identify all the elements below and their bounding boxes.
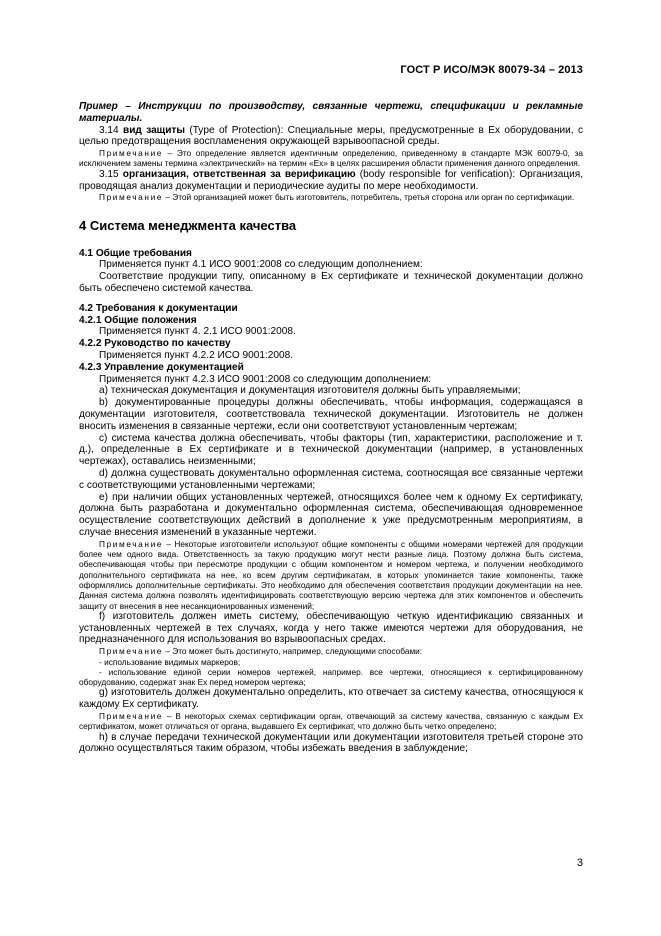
list-item-e: е) при наличии общих установленных чертежей, относящихся более чем к одному Ex сертификату, должна быть разработана и документально оформленная система, обеспечивающая одновременное осуществление соответствующих действий в дополнение к уже предусмотренным мероприятиям, в случае внесения изменений в указанные чертежи.	[79, 491, 583, 538]
note-paragraph: Примечание – Это определение является идентичным определению, приведенному в стандарте МЭК 60079-0, за исключением замены термина «электрический» на термин «Ex» в целях расширения области применения данного определения.	[79, 148, 583, 169]
subsection-heading-4-1: 4.1 Общие требования	[79, 247, 192, 259]
list-item-h: h) в случае передачи технической документации или документации изготовителя третьей стороне это должно осуществляться таким образом, чтобы избежать введения в заблуждение;	[79, 731, 583, 755]
subsection-heading-4-2-2: 4.2.2 Руководство по качеству	[79, 338, 231, 350]
example-paragraph: Пример – Инструкции по производству, связанные чертежи, спецификации и рекламные материалы.	[79, 101, 583, 124]
note-paragraph: Примечание – Этой организацией может быть изготовитель, потребитель, третья сторона или орган по сертификации.	[99, 192, 575, 203]
paragraph: Применяется пункт 4.1 ИСО 9001:2008 со следующим дополнением:	[99, 259, 423, 271]
section-heading-4: 4 Система менеджмента качества	[79, 217, 297, 233]
list-item-d: d) должна существовать документально оформленная система, соотносящая все связанные чертежи с соответствующими установленными чертежами;	[79, 468, 583, 491]
term-type-of-protection: вид защиты	[123, 124, 185, 136]
definition-3-14: 3.14 вид защиты (Type of Protection): Специальные меры, предусмотренные в Ex оборудовании, с целью предотвращения воспламенения окружающей взрывоопасной среды.	[79, 124, 584, 148]
list-item-c: c) система качества должна обеспечивать, чтобы факторы (тип, характеристики, расположение и т. д.), определенные в Ex сертификате и в технической документации (например, в установленных чертежах), оставались неизменными;	[79, 432, 583, 468]
term-verification-body: организация, ответственная за верификацию	[122, 168, 356, 180]
subsection-heading-4-2-1: 4.2.1 Общие положения	[79, 314, 197, 326]
note-list-item: - использование видимых маркеров;	[99, 656, 241, 667]
paragraph: Применяется пункт 4. 2.1 ИСО 9001:2008.	[99, 326, 296, 338]
definition-3-15: 3.15 организация, ответственная за верификацию (body responsible for verification): Организация, проводящая анализ документации и периодические аудиты по мере необходимости.	[79, 168, 584, 192]
list-item-g: g) изготовитель должен документально определить, кто отвечает за систему качества, относящуюся к каждому Ex сертификату.	[79, 687, 583, 711]
page-body	[79, 101, 583, 755]
paragraph: Применяется пункт 4.2.3 ИСО 9001:2008 со следующим дополнением:	[99, 373, 432, 385]
subsection-heading-4-2-3: 4.2.3 Управление документацией	[79, 361, 244, 373]
list-item-b: b) документированные процедуры должны обеспечивать, чтобы информация, содержащаяся в документации изготовителя, соответствовала технической документации. Изготовитель не должен вносить изменения в связанные чертежи, если они соответствуют установленным чертежам;	[79, 397, 583, 432]
list-item-f: f) изготовитель должен иметь систему, обеспечивающую четкую идентификацию связанных и установленных чертежей в тех случаях, когда у него также имеются чертежи для оборудования, не предназначенного для использования во взрывоопасных средах.	[79, 610, 583, 646]
note-paragraph: Примечание – В некоторых схемах сертификации орган, отвечающий за систему качества, связанную с каждым Ex сертификатом, может отличаться от органа, выдавшего Ex сертификат, что должно быть четко определено;	[79, 711, 583, 732]
paragraph: Соответствие продукции типу, описанному в Ex сертификате и технической документации должно быть обеспечено системой качества.	[79, 271, 583, 295]
note-list-item: - использование единой серии номеров чертежей, например. все чертежи, относящиеся к сертифицированному оборудованию, содержат знак Ex перед номером чертежа;	[79, 666, 583, 688]
list-item-a: а) техническая документация и документация изготовителя должны быть управляемыми;	[99, 385, 521, 397]
note-paragraph: Примечание – Это может быть достигнуто, например, следующими способами:	[99, 646, 423, 657]
paragraph: Применяется пункт 4.2.2 ИСО 9001:2008.	[99, 350, 293, 362]
document-header: ГОСТ Р ИСО/МЭК 80079-34 – 2013	[400, 64, 583, 76]
page-number: 3	[576, 857, 583, 869]
note-paragraph: Примечание – Некоторые изготовители используют общие компоненты с общими номерами чертежей для продукции более чем одного вида. Ответственность за такую продукцию могут нести разные лица. Поэтому должна быть система, обеспечивающая чтобы при пересмотре продукции с общим компонентом и номером чертежа, и получении необходимого дополнительного сертификата на нее, ко всем другим сертификатам, в которых упоминается такие компоненты, также оформлялись дополнительные сертификаты. Это необходимо для обеспечения соответствия продукции документации на нее. Данная система должна позволять идентифицировать соответствующую версию чертежа для этих компонентов и обеспечить защиту от внесения в нее несанкционированных изменений;	[79, 538, 583, 611]
subsection-heading-4-2: 4.2 Требования к документации	[79, 302, 238, 314]
